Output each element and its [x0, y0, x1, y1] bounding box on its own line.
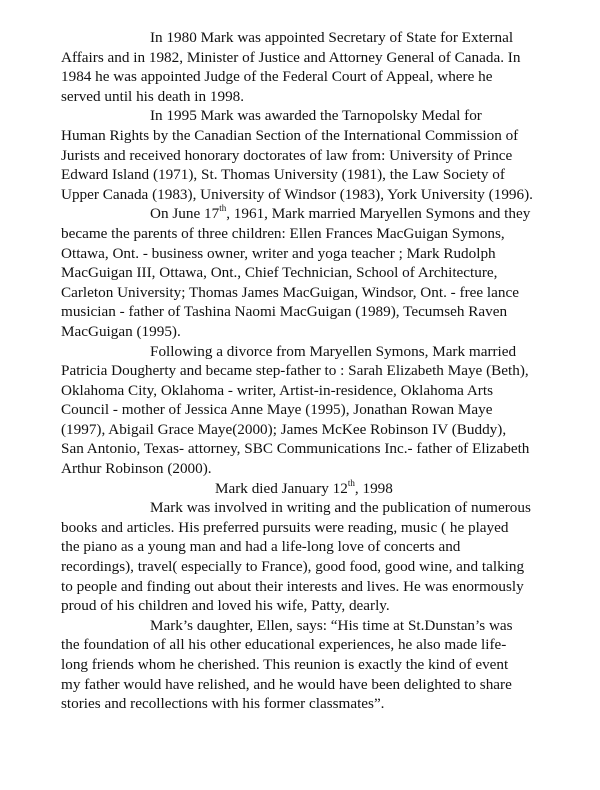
text-line: the foundation of all his other educational experiences, he also made life-	[61, 636, 507, 654]
text-line: books and articles. His preferred pursuits were reading, music ( he played	[61, 518, 509, 536]
paragraph	[61, 342, 591, 479]
text-line: 1984 he was appointed Judge of the Federal Court of Appeal, where he	[61, 68, 493, 86]
text-line: On June 17th, 1961, Mark married Maryellen Symons and they	[150, 203, 531, 223]
text-line: (1997), Abigail Grace Maye(2000); James McKee Robinson IV (Buddy),	[61, 420, 507, 438]
text-line: Jurists and received honorary doctorates of law from: University of Prince	[61, 146, 513, 164]
paragraph	[61, 616, 591, 714]
ordinal-suffix: th	[347, 477, 355, 488]
document-body	[61, 28, 591, 714]
text-line: Patricia Dougherty and became step-father to : Sarah Elizabeth Maye (Beth),	[61, 362, 529, 380]
text-line: Following a divorce from Maryellen Symons, Mark married	[150, 342, 517, 360]
text-line: Council - mother of Jessica Anne Maye (1995), Jonathan Rowan Maye	[61, 401, 493, 419]
text-line: In 1980 Mark was appointed Secretary of State for External	[150, 29, 514, 46]
text-line: Upper Canada (1983), University of Windsor (1983), York University (1996).	[61, 185, 533, 203]
text-line: my father would have relished, and he would have been delighted to share	[61, 675, 512, 693]
text-line: MacGuigan (1995).	[61, 322, 181, 340]
ordinal-suffix: th	[219, 203, 227, 214]
text-line: Arthur Robinson (2000).	[61, 460, 212, 478]
text-line: long friends whom he cherished. This reunion is exactly the kind of event	[61, 656, 509, 673]
paragraph	[61, 498, 591, 616]
text-line: Mark died January 12th, 1998	[215, 477, 393, 497]
paragraph	[61, 204, 591, 341]
text-line: served until his death in 1998.	[61, 87, 245, 105]
text-line: recordings), travel( especially to France), good food, good wine, and talking	[61, 558, 525, 576]
paragraph	[61, 28, 591, 106]
text-line: In 1995 Mark was awarded the Tarnopolsky Medal for	[150, 107, 482, 125]
text-line: Carleton University; Thomas James MacGuigan, Windsor, Ont. - free lance	[61, 283, 519, 301]
text-line: Ottawa, Ont. - business owner, writer and yoga teacher ; Mark Rudolph	[61, 244, 496, 262]
death-date-line	[61, 479, 591, 499]
text-line: stories and recollections with his former classmates”.	[61, 695, 385, 713]
text-line: MacGuigan III, Ottawa, Ont., Chief Technician, School of Architecture,	[61, 264, 498, 282]
text-line: Oklahoma City, Oklahoma - writer, Artist-in-residence, Oklahoma Arts	[61, 381, 493, 399]
paragraph	[61, 106, 591, 204]
text-line: proud of his children and loved his wife, Patty, dearly.	[61, 597, 390, 615]
text-line: Edward Island (1971), St. Thomas University (1981), the Law Society of	[61, 166, 505, 184]
text-line: the piano as a young man and had a life-long love of concerts and	[61, 538, 461, 556]
text-line: Mark was involved in writing and the publication of numerous	[150, 499, 531, 517]
text-line: San Antonio, Texas- attorney, SBC Communications Inc.- father of Elizabeth	[61, 440, 530, 458]
text-line: Mark’s daughter, Ellen, says: “His time at St.Dunstan’s was	[150, 616, 513, 634]
text-line: became the parents of three children: Ellen Frances MacGuigan Symons,	[61, 224, 505, 242]
text-line: musician - father of Tashina Naomi MacGuigan (1989), Tecumseh Raven	[61, 303, 508, 321]
text-line: to people and finding out about their interests and lives. He was enormously	[61, 577, 524, 595]
text-line: Affairs and in 1982, Minister of Justice and Attorney General of Canada. In	[61, 48, 521, 66]
text-line: Human Rights by the Canadian Section of the International Commission of	[61, 126, 519, 144]
